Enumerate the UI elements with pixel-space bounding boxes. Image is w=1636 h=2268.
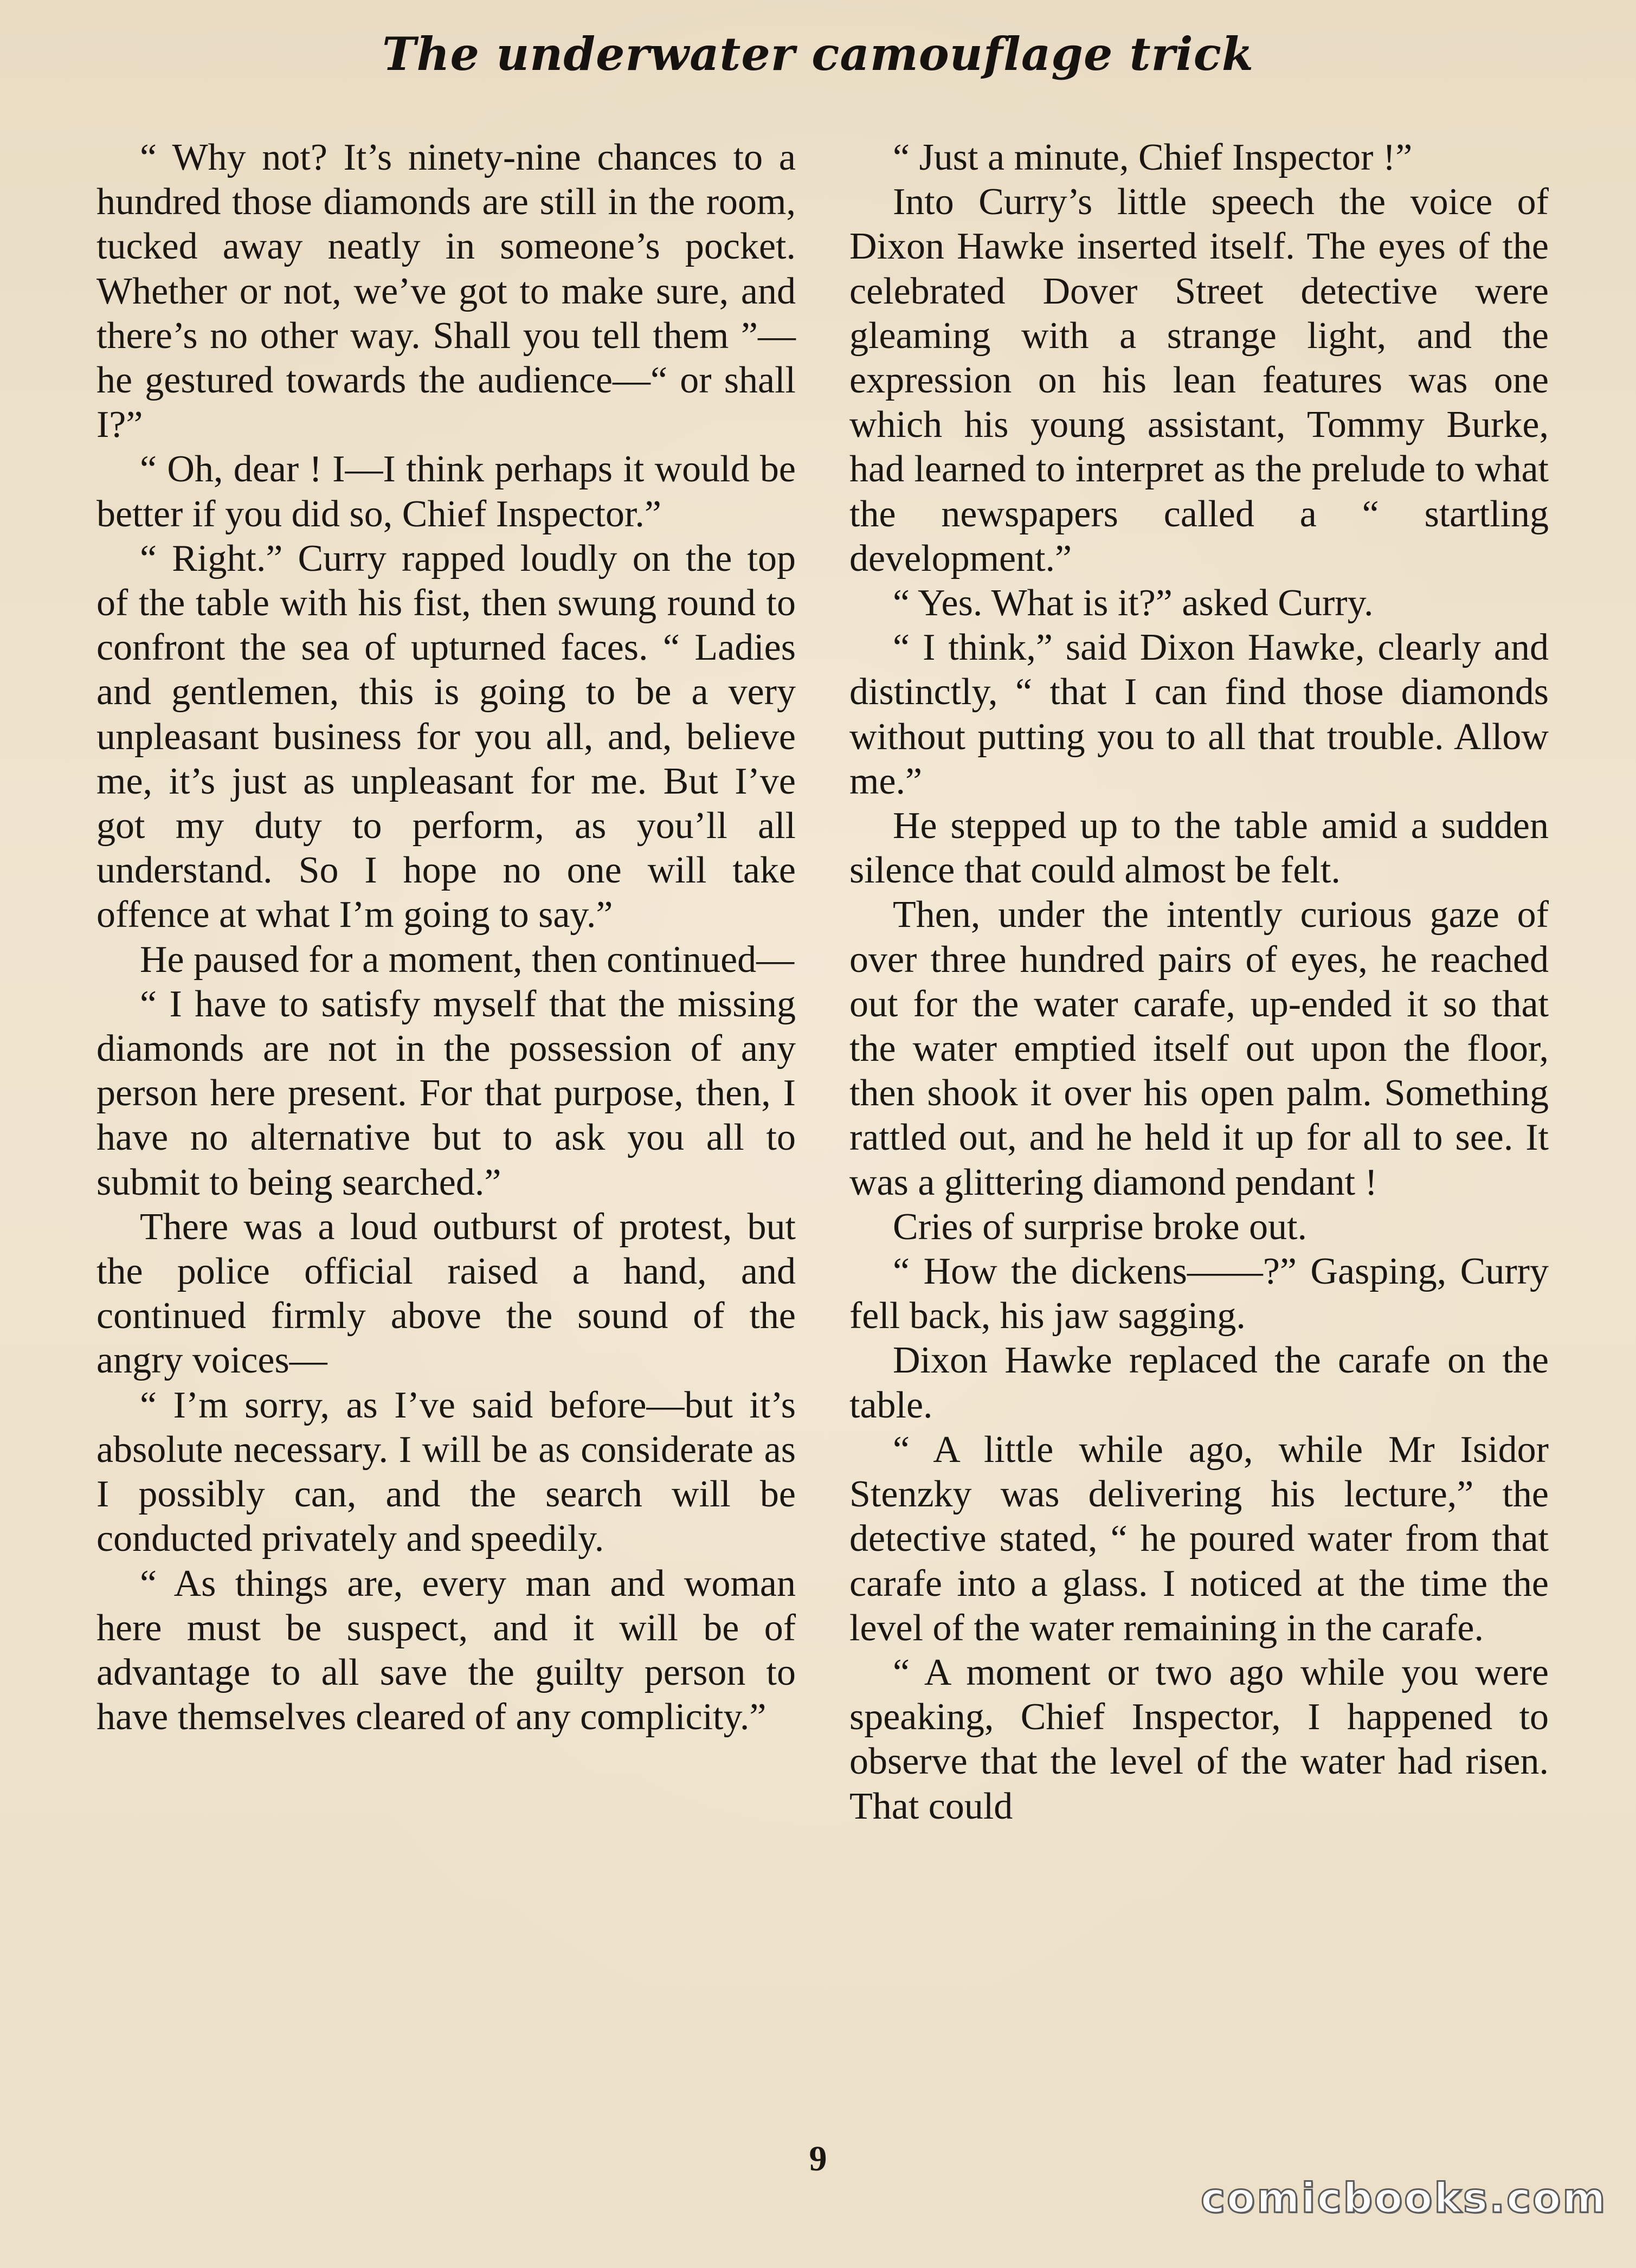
paragraph: There was a loud outburst of protest, but the police official raised a hand, and continued firmly above the sound of the angry voices— — [96, 1206, 796, 1382]
paragraph: “ Oh, dear ! I—I think perhaps it would be better if you did so, Chief Inspector.” — [96, 448, 796, 535]
paragraph: “ I think,” said Dixon Hawke, clearly and distinctly, “ that I can find those diamonds without putting you to all that trouble. Allow me.” — [849, 627, 1549, 802]
paragraph: “ Just a minute, Chief Inspector !” — [893, 137, 1413, 178]
site-watermark: comicbooks.com — [1201, 2174, 1607, 2222]
paragraph: “ How the dickens——?” Gasping, Curry fell back, his jaw sagging. — [849, 1251, 1549, 1337]
paragraph: He paused for a moment, then continued— — [140, 938, 795, 981]
paragraph: “ Right.” Curry rapped loudly on the top of the table with his fist, then swung round to confront the sea of upturned faces. “ Ladies and gentlemen, this is going to be a very unpleasant business for you all, and, believe me, it’s just as unpleasant for me. But I’ve got my duty to perform, as you’ll all understand. So I hope no one will take offence at what I’m going to say.” — [96, 537, 796, 936]
paragraph: “ A little while ago, while Mr Isidor Stenzky was delivering his lecture,” the detective stated, “ he poured water from that carafe into a glass. I noticed at the time the level of the water remaining in the carafe. — [849, 1428, 1549, 1649]
left-text-column — [96, 136, 796, 1739]
paragraph: He stepped up to the table amid a sudden silence that could almost be felt. — [849, 805, 1549, 892]
right-text-column — [849, 136, 1549, 1829]
paragraph: “ A moment or two ago while you were speaking, Chief Inspector, I happened to observe that the level of the water had risen. That could — [849, 1651, 1549, 1827]
paragraph: “ I have to satisfy myself that the missing diamonds are not in the possession of any person here present. For that purpose, then, I have no alternative but to ask you all to submit to being searched.” — [96, 983, 796, 1203]
paragraph: Dixon Hawke replaced the carafe on the table. — [849, 1339, 1549, 1426]
paragraph: “ Why not? It’s ninety-nine chances to a hundred those diamonds are still in the room, tucked away neatly in someone’s pocket. Whether or not, we’ve got to make sure, and there’s no other way. Shall you tell them ”—he gestured towards the audience—“ or shall I?” — [96, 137, 796, 446]
paragraph: Into Curry’s little speech the voice of Dixon Hawke inserted itself. The eyes of the celebrated Dover Street detective were gleaming with a strange light, and the expression on his lean features was one which his young assistant, Tommy Burke, had learned to interpret as the prelude to what the newspapers called a “ startling development.” — [849, 181, 1549, 579]
page-title: The underwater camouflage trick — [382, 27, 1254, 81]
paragraph: Cries of surprise broke out. — [893, 1206, 1307, 1248]
paragraph: “ Yes. What is it?” asked Curry. — [893, 582, 1374, 624]
paragraph: Then, under the intently curious gaze of over three hundred pairs of eyes, he reached out for the water carafe, up-ended it so that the water emptied itself out upon the floor, then shook it over his open palm. Something rattled out, and he held it up for all to see. It was a glittering diamond pendant ! — [849, 894, 1549, 1203]
paragraph: “ As things are, every man and woman here must be suspect, and it will be of advantage to all save the guilty person to have themselves cleared of any complicity.” — [96, 1562, 796, 1738]
paragraph: “ I’m sorry, as I’ve said before—but it’s absolute necessary. I will be as considerate as I possibly can, and the search will be conducted privately and speedily. — [96, 1384, 796, 1560]
page-number: 9 — [809, 2139, 827, 2179]
